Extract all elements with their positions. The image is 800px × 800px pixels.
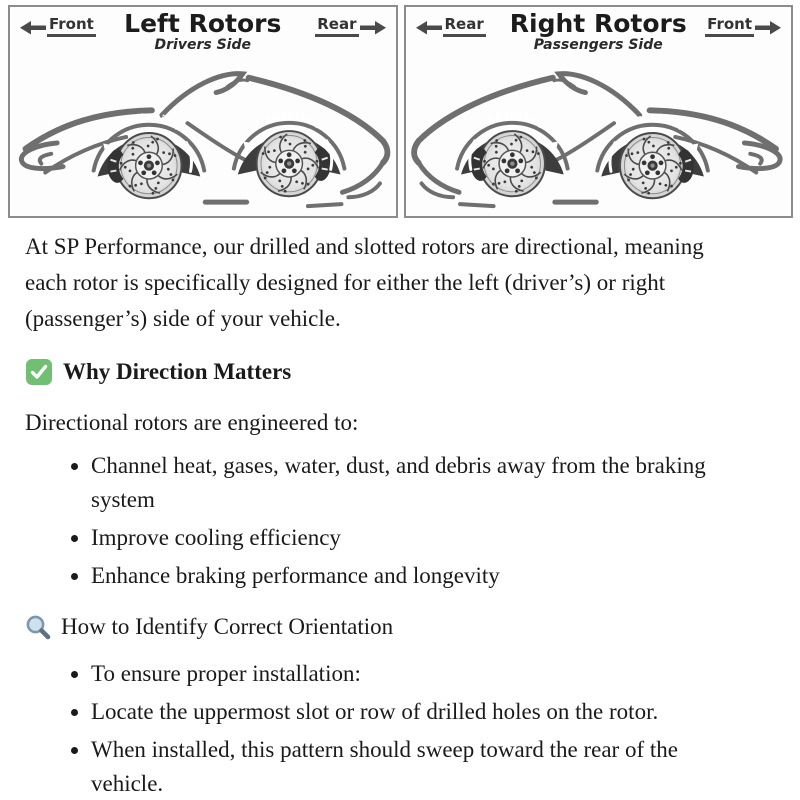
rotor-graphic [107, 133, 181, 198]
list-item: • To ensure proper installation: [91, 657, 751, 691]
list-item: • Enhance braking performance and longevity [91, 559, 751, 593]
intro-paragraph: At SP Performance, our drilled and slotted rotors are directional, meaning each rotor is specifically designed for either the left (driver’s) or right (passenger’s) side of your vehicle. [25, 234, 704, 331]
rotor-graphic [619, 133, 693, 198]
rotation-label: Rotation [624, 111, 686, 134]
arrow-right-icon [360, 21, 386, 35]
rotation-label: Rotation [262, 109, 323, 132]
rear-wheel [457, 109, 568, 196]
panel-subtitle: Drivers Side [154, 37, 251, 53]
section-heading-why-direction-matters [25, 357, 770, 387]
orientation-steps-list [25, 657, 770, 800]
rotation-label: Rotation [121, 111, 183, 134]
left-rotors-panel [8, 5, 398, 218]
lead-sentence: Directional rotors are engineered to: [25, 410, 359, 435]
rotation-label: Rotation [484, 109, 546, 132]
car-illustration-left [10, 58, 396, 214]
car-illustration-right [406, 58, 792, 214]
magnifying-glass-icon [25, 614, 52, 641]
front-direction-label: Front [705, 15, 781, 37]
list-item: • When installed, this pattern should sweep toward the rear of the vehicle. [91, 733, 751, 800]
list-item: • Locate the uppermost slot or row of drilled holes on the rotor. [91, 695, 751, 729]
rotor-graphic [470, 131, 544, 196]
rear-direction-label: Rear [416, 15, 486, 37]
right-rotors-panel [404, 5, 794, 218]
section-heading-identify-orientation [25, 610, 770, 644]
rotor-graphic [257, 131, 331, 196]
front-direction-label: Front [20, 15, 96, 37]
list-item: • Channel heat, gases, water, dust, and debris away from the braking system [91, 449, 751, 517]
rear-direction-label: Rear [315, 15, 385, 37]
arrow-left-icon [20, 21, 46, 35]
benefits-list [25, 449, 770, 593]
article-body [0, 229, 800, 800]
list-item: • Improve cooling efficiency [91, 521, 751, 555]
arrow-left-icon [416, 21, 442, 35]
panel-title: Right Rotors [509, 9, 687, 38]
rear-wheel [234, 109, 345, 196]
rotor-direction-diagram [8, 5, 793, 218]
arrow-right-icon [755, 21, 781, 35]
heading-text: Why Direction Matters [63, 359, 292, 384]
heading-text: How to Identify Correct Orientation [61, 614, 394, 639]
checkmark-icon [25, 358, 53, 386]
panel-subtitle: Passengers Side [533, 37, 663, 53]
panel-title: Left Rotors [124, 9, 282, 38]
